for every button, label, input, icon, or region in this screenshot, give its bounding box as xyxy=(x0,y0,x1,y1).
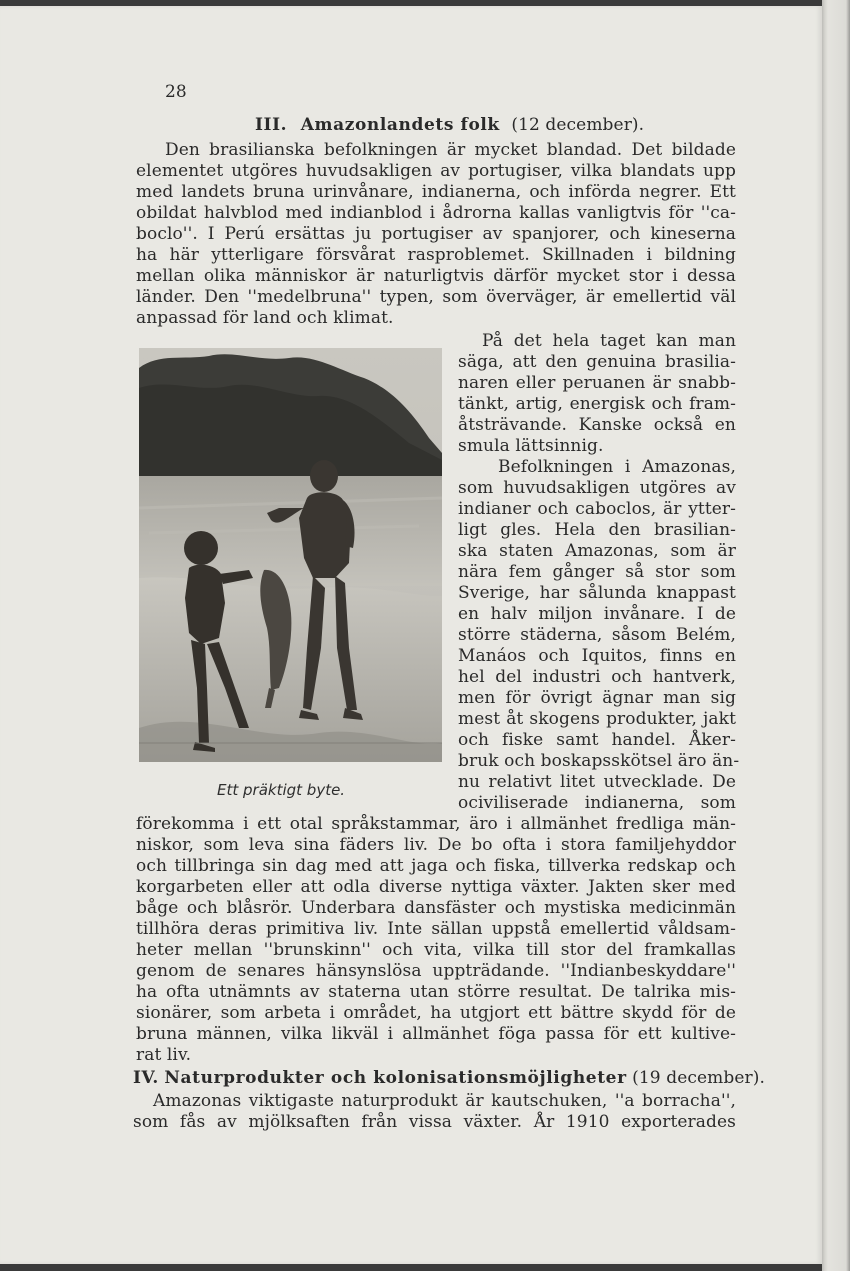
text-line: Sverige, har sålunda knappast xyxy=(458,583,736,603)
text-line: ligt gles. Hela den brasilian- xyxy=(458,520,736,540)
text-line: mest åt skogens produkter, jakt xyxy=(458,709,736,729)
text-line: ska staten Amazonas, som är xyxy=(458,541,736,561)
heading-title: Amazonlandets folk xyxy=(300,115,500,135)
text-line: hel del industri och hantverk, xyxy=(458,667,736,687)
section-heading-4 xyxy=(133,1068,765,1089)
text-line: ha här ytterligare försvårat rasproblemet. Skillnaden i bildning xyxy=(136,245,736,265)
text-line: förekomma i ett otal språkstammar, äro i allmänhet fredliga män- xyxy=(136,814,736,834)
photo-caption: Ett präktigt byte. xyxy=(217,781,346,799)
text-line: niskor, som leva sina fäders liv. De bo ofta i stora familjehyddor xyxy=(136,835,736,855)
photograph xyxy=(139,348,442,762)
text-line: Befolkningen i Amazonas, xyxy=(498,457,736,477)
text-line: nära fem gånger så stor som xyxy=(458,562,736,582)
text-line: mellan olika människor är naturligtvis därför mycket stor i dessa xyxy=(136,266,736,286)
text-line: som huvudsakligen utgöres av xyxy=(458,478,736,498)
heading-number: III. xyxy=(255,115,288,135)
text-line: bruk och boskapsskötsel äro än- xyxy=(458,751,740,771)
heading-date: (12 december). xyxy=(511,115,645,135)
page-edge xyxy=(822,0,850,1271)
text-line: tillhöra deras primitiva liv. Inte sällan uppstå emellertid våldsam- xyxy=(136,919,736,939)
photograph-image xyxy=(139,348,442,762)
text-line: genom de senares hänsynslösa uppträdande. ''Indianbeskyddare'' xyxy=(136,961,736,981)
text-line: anpassad för land och klimat. xyxy=(136,308,394,328)
text-line: korgarbeten eller att odla diverse nyttiga växter. Jakten sker med xyxy=(136,877,736,897)
text-line: tänkt, artig, energisk och fram- xyxy=(458,394,736,414)
text-line: säga, att den genuina brasilia- xyxy=(458,352,736,372)
text-line: bruna männen, vilka likväl i allmänhet föga passa för ett kultive- xyxy=(136,1024,736,1044)
text-line: rat liv. xyxy=(136,1045,192,1065)
heading-number: IV. xyxy=(133,1068,159,1088)
text-line: en halv miljon invånare. I de xyxy=(458,604,736,624)
text-line: elementet utgöres huvudsakligen av portugiser, vilka blandats upp xyxy=(136,161,736,181)
text-line: som fås av mjölksaften från vissa växter. År 1910 exporterades xyxy=(133,1112,736,1132)
page-number: 28 xyxy=(165,82,187,102)
text-line: med landets bruna urinvånare, indianerna, och införda negrer. Ett xyxy=(136,182,736,202)
text-line: Den brasilianska befolkningen är mycket blandad. Det bildade xyxy=(165,140,736,160)
text-line: På det hela taget kan man xyxy=(482,331,736,351)
text-line: naren eller peruanen är snabb- xyxy=(458,373,736,393)
text-line: och tillbringa sin dag med att jaga och fiska, tillverka redskap och xyxy=(136,856,736,876)
text-line: båge och blåsrör. Underbara dansfäster och mystiska medicinmän xyxy=(136,898,736,918)
text-line: ociviliserade indianerna, som xyxy=(458,793,736,813)
text-line: Amazonas viktigaste naturprodukt är kautschuken, ''a borracha'', xyxy=(153,1091,736,1111)
text-line: nu relativt litet utvecklade. De xyxy=(458,772,736,792)
text-line: men för övrigt ägnar man sig xyxy=(458,688,736,708)
text-line: Manáos och Iquitos, finns en xyxy=(458,646,736,666)
text-line: länder. Den ''medelbruna'' typen, som överväger, är emellertid väl xyxy=(136,287,736,307)
text-line: och fiske samt handel. Åker- xyxy=(458,730,736,750)
text-line: ha ofta utnämnts av staterna utan större resultat. De talrika mis- xyxy=(136,982,736,1002)
text-line: indianer och caboclos, är ytter- xyxy=(458,499,736,519)
heading-date: (19 december). xyxy=(632,1068,765,1088)
text-line: åtsträvande. Kanske också en xyxy=(458,415,736,435)
text-line: obildat halvblod med indianblod i ådrorna kallas vanligtvis för ''ca- xyxy=(136,203,736,223)
section-heading-3 xyxy=(255,115,644,136)
text-line: större städerna, såsom Belém, xyxy=(458,625,736,645)
text-line: heter mellan ''brunskinn'' och vita, vilka till stor del framkallas xyxy=(136,940,736,960)
text-line: sionärer, som arbeta i området, ha utgjort ett bättre skydd för de xyxy=(136,1003,736,1023)
text-line: smula lättsinnig. xyxy=(458,436,604,456)
text-line: boclo''. I Perú ersättas ju portugiser av spanjorer, och kineserna xyxy=(136,224,736,244)
heading-title: Naturprodukter och kolonisationsmöjligheter xyxy=(164,1068,627,1088)
